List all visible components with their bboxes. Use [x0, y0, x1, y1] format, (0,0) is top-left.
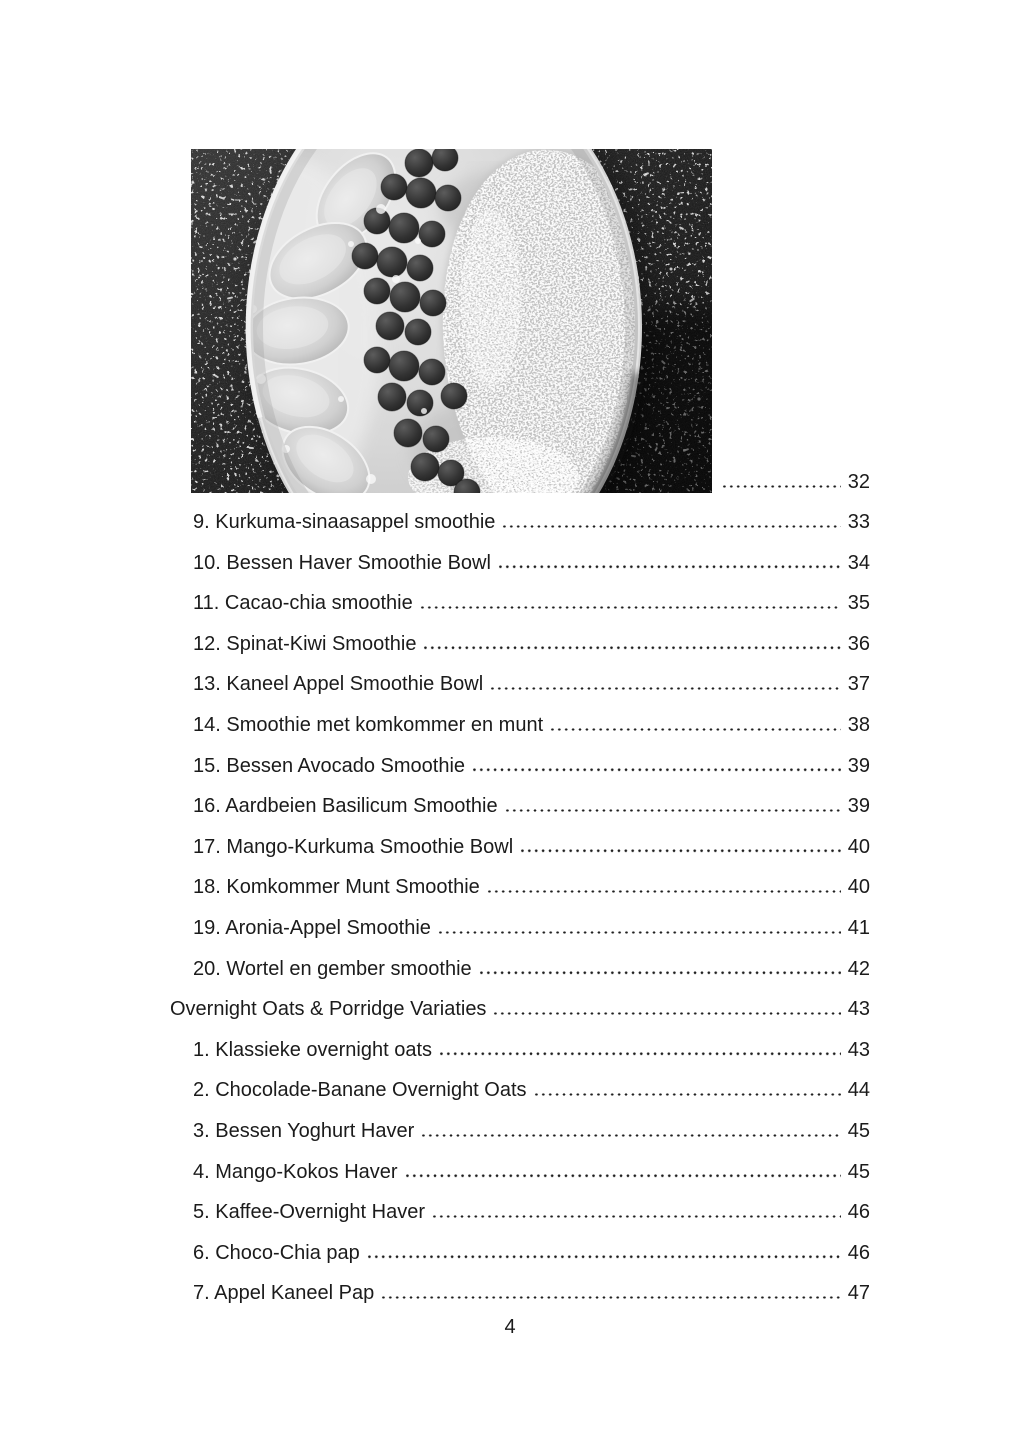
dot-leader [486, 890, 841, 893]
toc-entry-page[interactable]: 40 [847, 835, 870, 858]
dot-leader [478, 971, 841, 974]
toc-entry-label[interactable]: 10. Bessen Haver Smoothie Bowl [193, 551, 491, 574]
dot-leader [501, 525, 840, 528]
dot-leader [437, 931, 841, 934]
toc-entry-page[interactable]: 39 [847, 795, 870, 818]
toc-entry-label[interactable]: 5. Kaffee-Overnight Haver [193, 1201, 425, 1224]
toc-entry[interactable] [170, 786, 870, 827]
toc-entry-page[interactable]: 45 [847, 1119, 870, 1142]
dot-leader [420, 1134, 840, 1137]
toc-entry[interactable] [170, 543, 870, 584]
toc-entry-label[interactable]: 17. Mango-Kurkuma Smoothie Bowl [193, 835, 514, 858]
toc-entry[interactable] [170, 1030, 870, 1071]
toc-entry-page[interactable]: 37 [847, 673, 870, 696]
toc-entry[interactable] [170, 1152, 870, 1193]
toc-entry-page[interactable]: 43 [847, 1038, 870, 1061]
toc-entry-page[interactable]: 46 [847, 1241, 870, 1264]
smoothie-bowl-illustration [191, 149, 712, 493]
dot-leader [533, 1093, 841, 1096]
toc-entry-page[interactable]: 32 [847, 471, 870, 493]
toc-entry-label[interactable]: 1. Klassieke overnight oats [193, 1038, 433, 1061]
dot-leader [492, 1012, 840, 1015]
toc-entry-label[interactable]: 18. Komkommer Munt Smoothie [193, 876, 480, 899]
page-footer [0, 1315, 1020, 1339]
toc-entry[interactable] [170, 664, 870, 705]
toc-entry[interactable] [170, 1192, 870, 1233]
toc-entry[interactable] [170, 867, 870, 908]
dot-leader [549, 728, 841, 731]
toc-entry-page[interactable]: 43 [847, 998, 870, 1021]
toc-entry-label[interactable]: 14. Smoothie met komkommer en munt [193, 713, 544, 736]
dot-leader [422, 646, 840, 649]
dot-leader [471, 768, 841, 771]
toc-entry-page[interactable]: 40 [847, 876, 870, 899]
toc-entry[interactable] [170, 705, 870, 746]
toc-entry-page[interactable]: 38 [847, 713, 870, 736]
toc-entry-label[interactable]: 20. Wortel en gember smoothie [193, 957, 472, 980]
toc-entry[interactable] [170, 624, 870, 665]
toc-entry[interactable] [170, 1273, 870, 1314]
toc-entry-label[interactable]: 12. Spinat-Kiwi Smoothie [193, 632, 417, 655]
toc-entry-label[interactable]: 9. Kurkuma-sinaasappel smoothie [193, 511, 496, 533]
toc-entry-label[interactable]: 13. Kaneel Appel Smoothie Bowl [193, 673, 484, 696]
toc-entry[interactable] [170, 908, 870, 949]
toc-entry-label[interactable]: 3. Bessen Yoghurt Haver [193, 1119, 415, 1142]
dot-leader [438, 1052, 841, 1055]
dot-leader [519, 849, 841, 852]
toc-entry-label[interactable]: 11. Cacao-chia smoothie [193, 592, 413, 615]
page-number: 4 [504, 1316, 516, 1338]
toc-entry[interactable] [170, 949, 870, 990]
toc-content [170, 0, 870, 1314]
toc-entry-page[interactable]: 44 [847, 1079, 870, 1102]
dot-leader [431, 1215, 841, 1218]
toc-entry-page[interactable]: 33 [847, 511, 870, 533]
dot-leader [380, 1296, 840, 1299]
dot-leader [497, 565, 841, 568]
toc-entry[interactable] [170, 746, 870, 787]
toc-entry-page[interactable]: 39 [847, 754, 870, 777]
dot-leader [489, 687, 841, 690]
dot-leader [404, 1174, 841, 1177]
toc-entry-page[interactable]: 41 [847, 916, 870, 939]
toc-entry-label[interactable]: 7. Appel Kaneel Pap [193, 1282, 375, 1305]
toc-entry-label[interactable]: 19. Aronia-Appel Smoothie [193, 916, 431, 939]
toc-entry-label[interactable]: 6. Choco-Chia pap [193, 1241, 360, 1264]
toc-entry-page[interactable]: 35 [847, 592, 870, 615]
dot-leader [504, 809, 841, 812]
toc-entry[interactable] [170, 989, 870, 1030]
toc-entry-page[interactable]: 46 [847, 1201, 870, 1224]
toc-entry[interactable] [170, 827, 870, 868]
toc-entry[interactable] [170, 502, 870, 543]
toc-entry[interactable] [170, 1111, 870, 1152]
dot-leader [721, 485, 841, 488]
toc-entry[interactable] [170, 1070, 870, 1111]
toc-entry-page[interactable]: 47 [847, 1282, 870, 1305]
toc-list [170, 502, 870, 1314]
toc-entry[interactable] [170, 583, 870, 624]
toc-entry-page[interactable]: 42 [847, 957, 870, 980]
toc-entry[interactable] [170, 1233, 870, 1274]
toc-entry-label[interactable]: 15. Bessen Avocado Smoothie [193, 754, 466, 777]
dot-leader [366, 1255, 841, 1258]
dot-leader [419, 606, 841, 609]
toc-entry-page[interactable]: 34 [847, 551, 870, 574]
toc-entry-label[interactable]: 16. Aardbeien Basilicum Smoothie [193, 795, 498, 818]
toc-entry-label[interactable]: 2. Chocolade-Banane Overnight Oats [193, 1079, 527, 1102]
toc-entry-label[interactable]: Overnight Oats & Porridge Variaties [170, 998, 487, 1021]
toc-entry-label[interactable]: 4. Mango-Kokos Haver [193, 1160, 398, 1183]
toc-entry-page[interactable]: 45 [847, 1160, 870, 1183]
smoothie-bowl-photo [191, 149, 712, 493]
toc-entry-page[interactable]: 36 [847, 632, 870, 655]
